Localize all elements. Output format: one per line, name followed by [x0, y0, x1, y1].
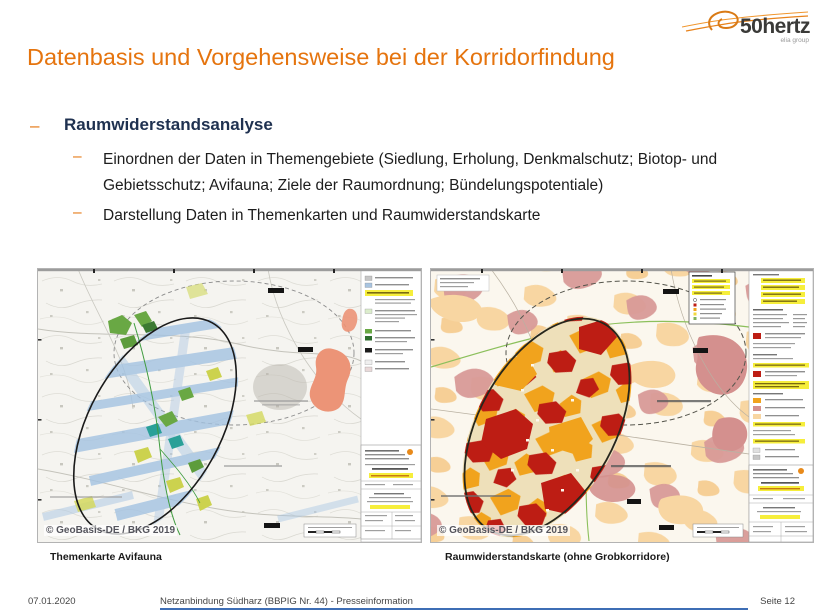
logo-tagline: elia group — [780, 37, 809, 44]
raumwiderstand-map-figure — [430, 268, 814, 543]
footer-document-title: Netzanbindung Südharz (BBPIG Nr. 44) - Presseinformation — [160, 596, 413, 607]
avifauna-map-figure — [37, 268, 422, 543]
bullet-dash-sub1: – — [73, 148, 82, 165]
map-caption-right: Raumwiderstandskarte (ohne Grobkorridore) — [445, 551, 670, 563]
bullet-dash-level1: – — [30, 116, 40, 135]
avifauna-map-image — [38, 269, 421, 542]
footer-date: 07.01.2020 — [28, 596, 76, 607]
map-caption-left: Themenkarte Avifauna — [50, 551, 162, 563]
page-title: Datenbasis und Vorgehensweise bei der Korridorfindung — [27, 44, 615, 70]
sub-bullet-1: Einordnen der Daten in Themengebiete (Siedlung, Erholung, Denkmalschutz; Biotop- und Gebietsschutz; Avifauna; Ziele der Raumordnung; Bündelungspotentiale) — [103, 151, 718, 194]
map-copyright-left: © GeoBasis-DE / BKG 2019 — [46, 525, 176, 536]
50hertz-logo — [682, 4, 812, 46]
logo-brand-text: 50hertz — [739, 15, 810, 38]
map-copyright-right: © GeoBasis-DE / BKG 2019 — [439, 525, 569, 536]
footer-page-number: Seite 12 — [760, 596, 795, 607]
sub-bullet-2: Darstellung Daten in Themenkarten und Raumwiderstandskarte — [103, 207, 541, 224]
raumwiderstand-map-image — [431, 269, 813, 542]
section-heading: Raumwiderstandsanalyse — [64, 115, 273, 134]
bullet-dash-sub2: – — [73, 204, 82, 221]
